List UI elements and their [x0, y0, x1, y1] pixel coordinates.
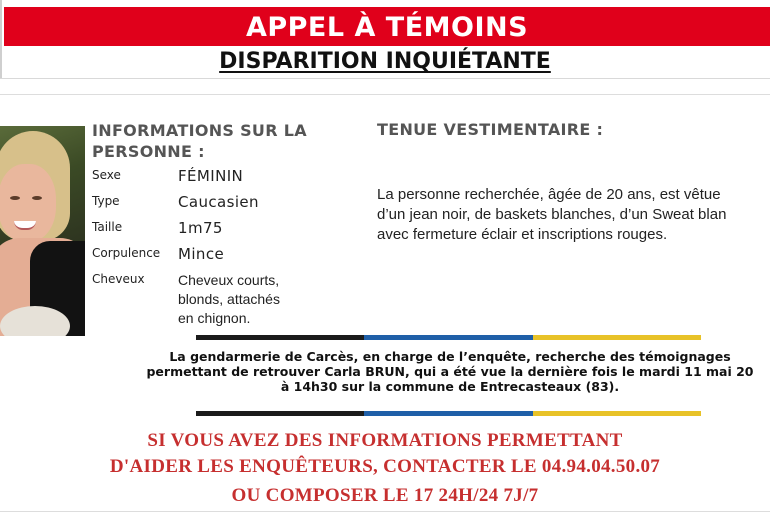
flag-stripe-blue [364, 335, 532, 340]
flag-stripe-black [196, 411, 364, 416]
field-value-type: Caucasien [178, 193, 259, 211]
field-label-corpulence: Corpulence [92, 246, 161, 260]
clothing-line: La personne recherchée, âgée de 20 ans, est vêtue [377, 186, 721, 203]
field-label-cheveux: Cheveux [92, 272, 145, 286]
clothing-line: d’un jean noir, de baskets blanches, d’un Sweat blan [377, 206, 727, 223]
field-value-taille: 1m75 [178, 219, 223, 237]
subtitle-text: DISPARITION INQUIÉTANTE [219, 49, 551, 74]
page-subtitle [0, 49, 770, 74]
title-banner [4, 7, 770, 46]
notice-line: à 14h30 sur la commune de Entrecasteaux (83). [280, 379, 620, 394]
person-info-heading-line1: INFORMATIONS SUR LA [92, 121, 307, 140]
missing-person-photo [0, 126, 85, 336]
bottom-border [0, 511, 770, 512]
field-label-sexe: Sexe [92, 168, 121, 182]
cta-line-3: OU COMPOSER LE 17 24H/24 7J/7 [231, 485, 539, 506]
page-title: APPEL À TÉMOINS [245, 12, 529, 43]
cheveux-line: en chignon. [178, 310, 251, 326]
notice-paragraph [120, 349, 770, 394]
tricolor-divider-top [196, 335, 701, 340]
tricolor-divider-bottom [196, 411, 701, 416]
field-value-cheveux [178, 271, 298, 328]
field-label-type: Type [92, 194, 120, 208]
divider [0, 94, 770, 95]
clothing-description [377, 185, 770, 245]
person-info-heading-line2: PERSONNE : [92, 142, 205, 161]
flag-stripe-blue [364, 411, 532, 416]
notice-line: permettant de retrouver Carla BRUN, qui a été vue la dernière fois le mardi 11 mai 20 [146, 364, 754, 379]
cta-line-1: SI VOUS AVEZ DES INFORMATIONS PERMETTANT [147, 430, 623, 451]
clothing-line: avec fermeture éclair et inscriptions rouges. [377, 226, 668, 243]
flag-stripe-yellow [533, 411, 701, 416]
flag-stripe-black [196, 335, 364, 340]
clothing-heading: TENUE VESTIMENTAIRE : [377, 120, 604, 139]
cta-line-2: D'AIDER LES ENQUÊTEURS, CONTACTER LE 04.94.04.50.07 [109, 456, 661, 477]
field-value-corpulence: Mince [178, 245, 225, 263]
person-info-heading [92, 120, 342, 162]
field-value-sexe: FÉMININ [178, 167, 244, 185]
cheveux-line: blonds, attachés [178, 291, 280, 307]
cheveux-line: Cheveux courts, [178, 272, 280, 288]
field-label-taille: Taille [92, 220, 123, 234]
notice-line: La gendarmerie de Carcès, en charge de l’enquête, recherche des témoignages [169, 349, 731, 364]
flag-stripe-yellow [533, 335, 701, 340]
